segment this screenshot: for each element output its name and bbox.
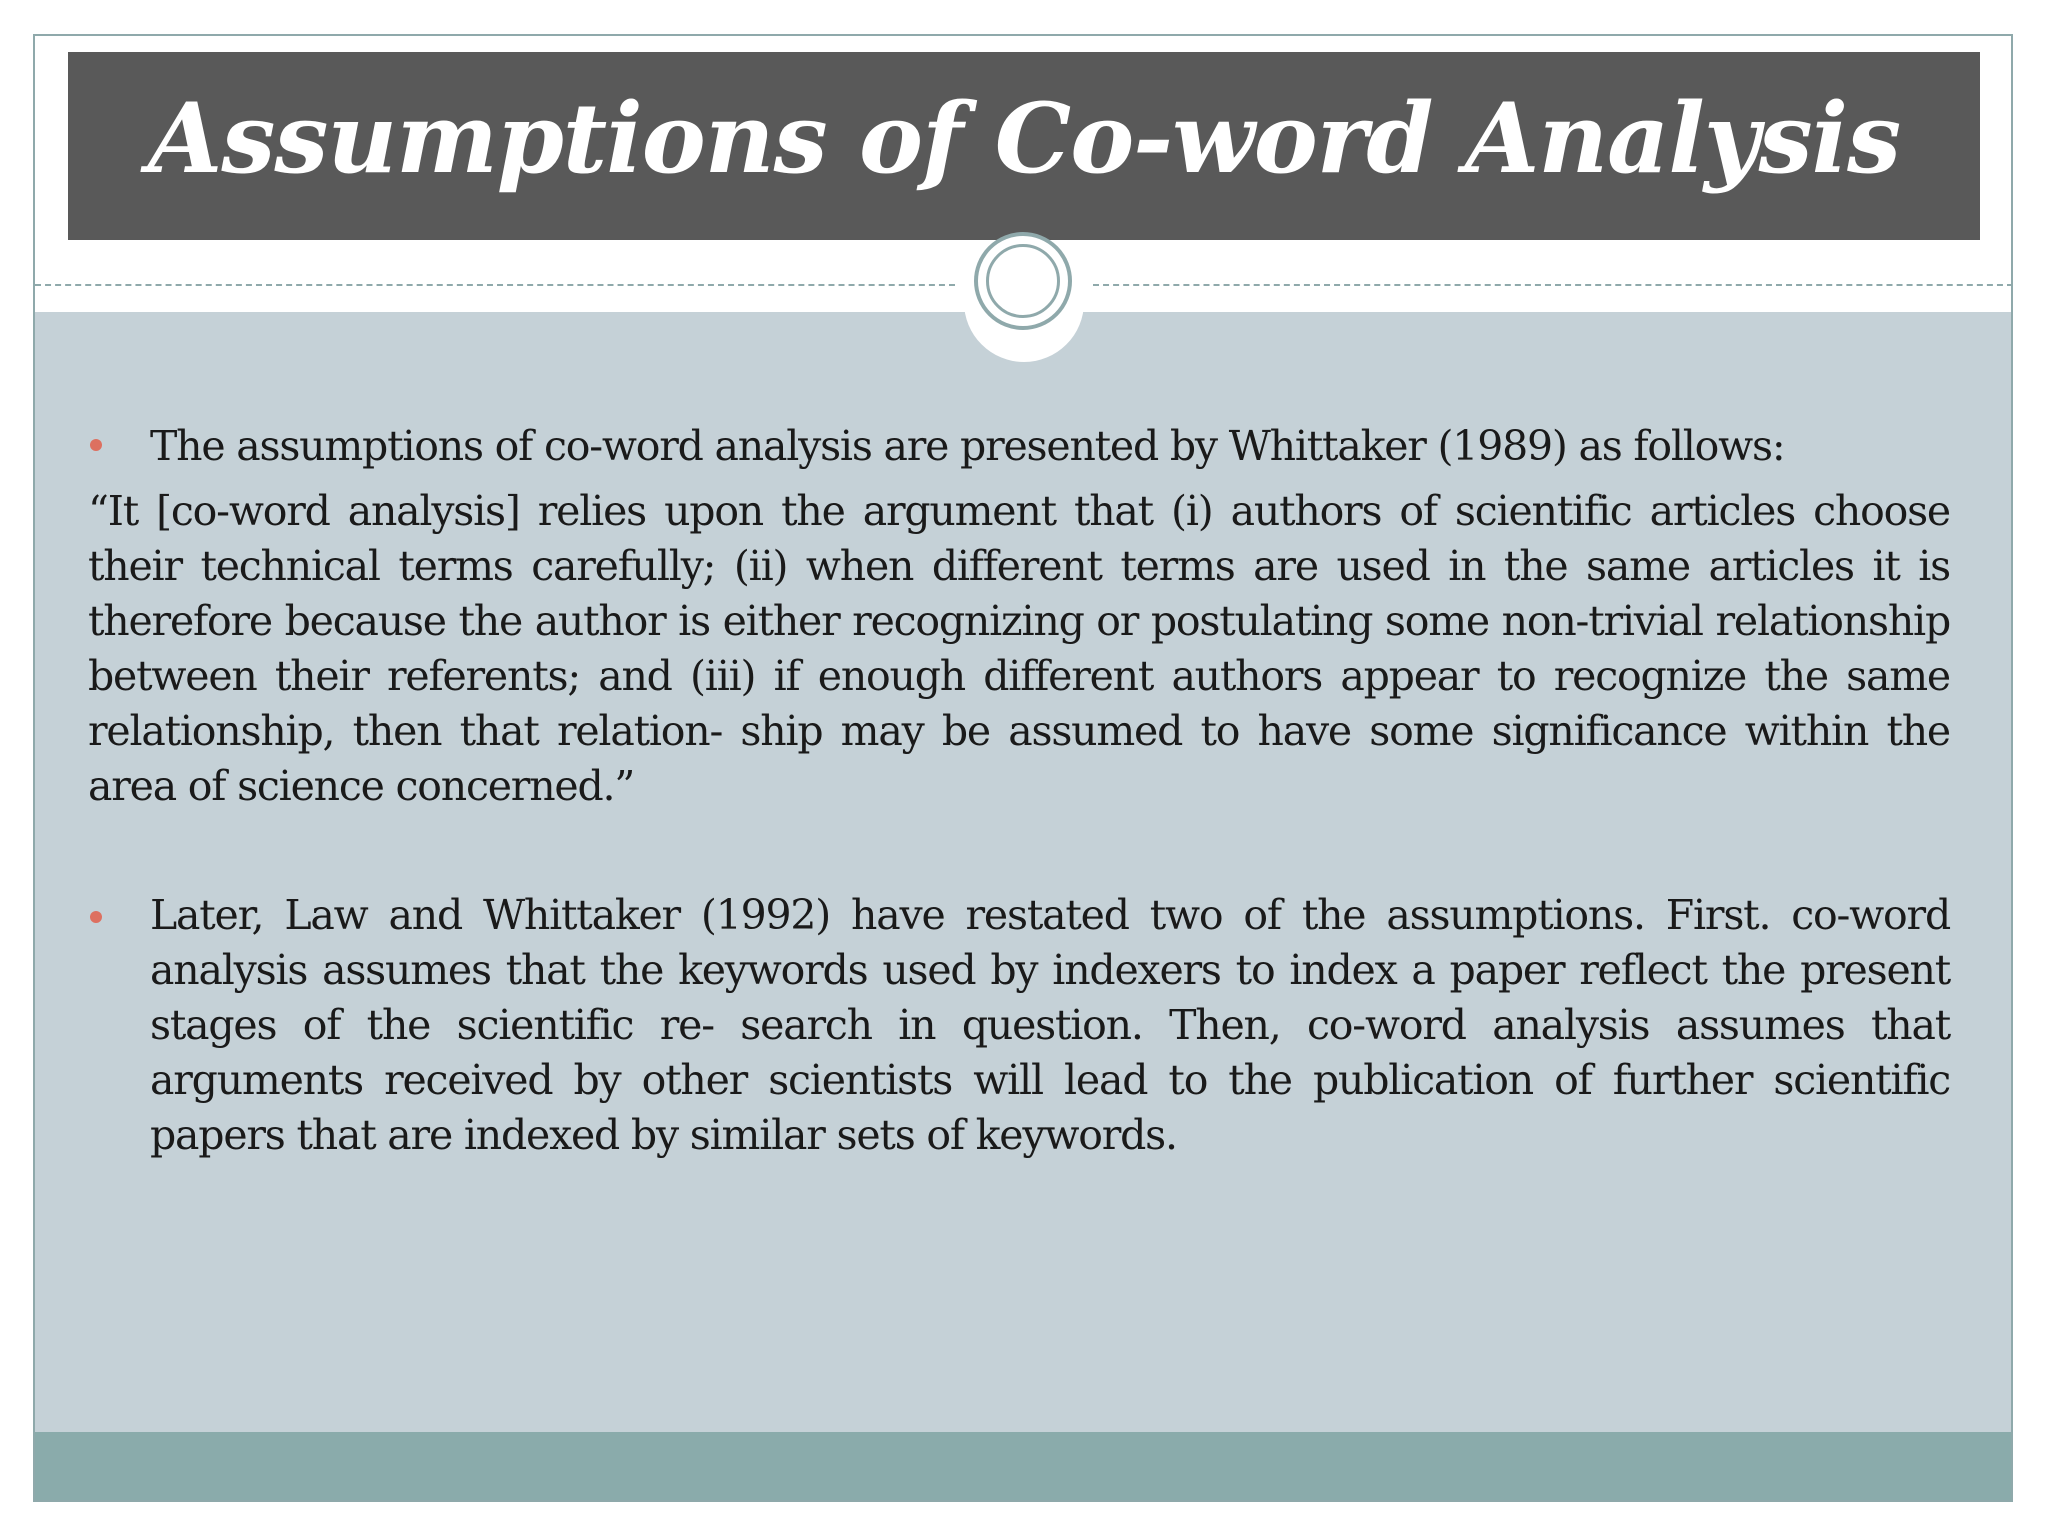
bullet-marker-2 xyxy=(90,911,102,923)
footer-bar xyxy=(35,1432,2013,1502)
content-area xyxy=(35,312,2013,1432)
circle-ornament-inner xyxy=(986,244,1060,318)
circle-ornament-icon xyxy=(974,232,1072,330)
divider-left xyxy=(35,284,955,286)
title-bar xyxy=(68,52,1980,240)
divider-right xyxy=(1093,284,2013,286)
quote-text: “It [co-word analysis] relies upon the argument that (i) authors of scientific articles choose their technical terms carefully; (ii) when different terms are used in the same articles it is therefore because the author is either recognizing or postulating some non-trivial relationship between their referents; and (iii) if enough different authors appear to recognize the same relationship, then that relation- ship may be assumed to have some significance within the area of science concerned.” xyxy=(88,487,1950,810)
slide-title: Assumptions of Co-word Analysis xyxy=(147,82,1901,195)
bullet-text-2: Later, Law and Whittaker (1992) have restated two of the assumptions. First. co-word analysis assumes that the keywords used by indexers to index a paper reflect the present stages of the scientific re- search in question. Then, co-word analysis assumes that arguments received by other scientists will lead to the publication of further scientific papers that are indexed by similar sets of keywords. xyxy=(150,891,1950,1159)
bullet-marker-1 xyxy=(90,439,102,451)
bullet-text-1: The assumptions of co-word analysis are presented by Whittaker (1989) as follows: xyxy=(150,422,1785,470)
